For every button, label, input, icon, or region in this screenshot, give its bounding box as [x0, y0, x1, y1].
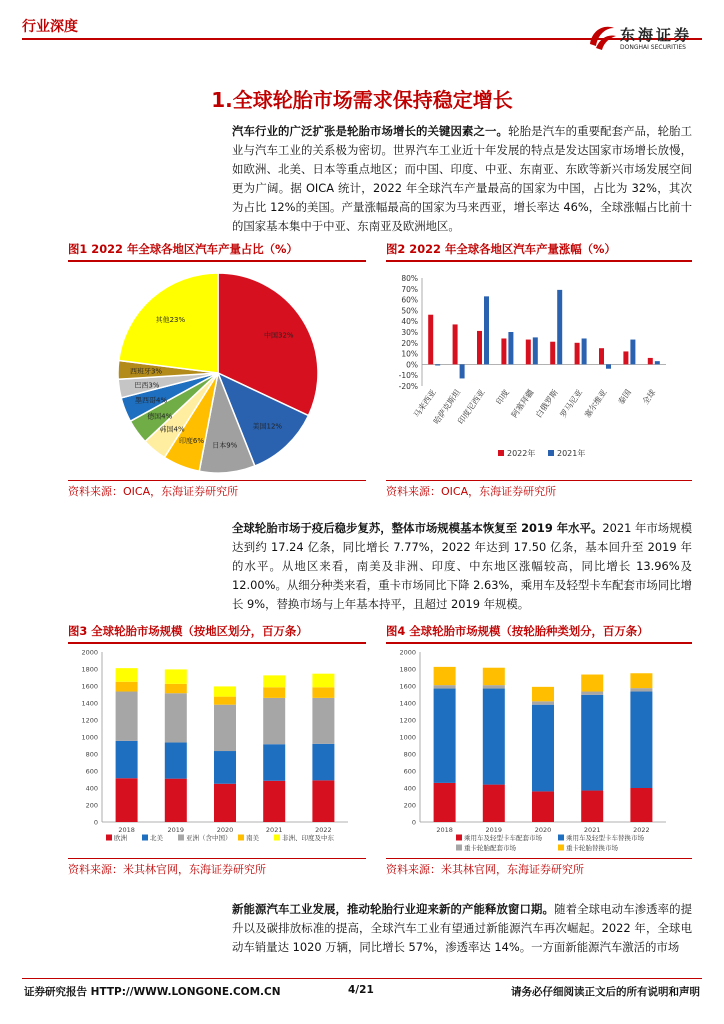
y-tick-label: 0 [411, 818, 416, 827]
x-tick-label: 全球 [640, 387, 658, 407]
y-tick-label: 400 [403, 784, 416, 793]
stacked-bar-segment [116, 778, 138, 822]
legend-label: 北美 [150, 834, 163, 842]
legend-label: 亚洲（含中国） [186, 834, 232, 842]
stacked-bar-segment [165, 684, 187, 693]
figure-4-title: 图4 全球轮胎市场规模（按轮胎种类划分，百万条） [386, 624, 649, 638]
bar [557, 290, 562, 365]
stacked-bar-segment [581, 791, 603, 822]
bar [428, 315, 433, 365]
y-tick-label: 10% [401, 349, 418, 359]
y-tick-label: 50% [401, 306, 418, 316]
y-tick-label: 1000 [81, 733, 98, 742]
y-tick-label: 1000 [399, 733, 416, 742]
paragraph-body: 随着全球电动车渗透率的提升以及碳排放标准的提高，全球汽车工业有望通过新能源汽车再次崛起。2022 年，全球电动车销量达 1020 万辆，同比增长 57%，渗透率达 14%。一方面新能源汽车激活的市场 [232, 902, 692, 954]
stacked-bar-segment [165, 743, 187, 779]
x-tick-label: 哈萨克斯坦 [431, 387, 463, 426]
bar [460, 364, 465, 378]
y-tick-label: 2000 [399, 648, 416, 657]
stacked-bar-segment [434, 685, 456, 688]
bar [477, 331, 482, 364]
x-tick-label: 2020 [534, 826, 552, 834]
figure-4-rule [386, 642, 692, 644]
y-tick-label: 600 [403, 767, 416, 776]
stacked-bar-segment [581, 695, 603, 791]
paragraph-2 [232, 519, 692, 614]
figure-3-stacked-bar-chart [68, 646, 366, 856]
legend-label: 重卡轮胎配套市场 [464, 844, 516, 852]
x-tick-label: 2018 [436, 826, 453, 834]
stacked-bar-segment [116, 692, 138, 741]
legend-label: 2021年 [557, 449, 586, 458]
figure-1-title: 图1 2022 年全球各地区汽车产量占比（%） [68, 242, 298, 256]
y-tick-label: -20% [398, 382, 418, 391]
x-tick-label: 塞尔维亚 [582, 387, 609, 420]
x-tick-label: 印度 [494, 387, 512, 407]
paragraph-lead: 汽车行业的广泛扩张是轮胎市场增长的关键因素之一。 [232, 124, 509, 138]
legend-label: 乘用车及轻型卡车替换市场 [566, 834, 644, 842]
stacked-bar-segment [263, 675, 285, 687]
pie-slice-label: 墨西哥4% [135, 396, 168, 405]
y-tick-label: 600 [85, 767, 98, 776]
legend-swatch [498, 450, 504, 456]
figure-2-rule [386, 260, 692, 262]
legend-swatch [548, 450, 554, 456]
paragraph-lead: 新能源汽车工业发展，推动轮胎行业迎来新的产能释放窗口期。 [232, 902, 555, 916]
y-tick-label: -10% [398, 371, 418, 381]
legend-label: 乘用车及轻型卡车配套市场 [464, 834, 542, 842]
figure-2-title: 图2 2022 年全球各地区汽车产量涨幅（%） [386, 242, 616, 256]
x-tick-label: 2022 [633, 826, 650, 834]
stacked-bar-segment [532, 687, 554, 701]
legend-swatch [558, 845, 564, 851]
figure-2-source: 资料来源：OICA，东海证券研究所 [386, 485, 557, 498]
figure-1-rule [68, 260, 366, 262]
stacked-bar-segment [165, 669, 187, 683]
figure-3-bottom-rule [68, 858, 366, 859]
stacked-bar-segment [532, 791, 554, 822]
pie-slice-label: 日本9% [212, 441, 238, 450]
bar [655, 361, 660, 364]
pie-slice-label: 印度6% [178, 436, 205, 445]
company-logo [586, 20, 706, 54]
logo-text-en: DONGHAI SECURITIES [620, 44, 686, 51]
legend-swatch [274, 835, 280, 841]
stacked-bar-segment [214, 686, 236, 696]
y-tick-label: 1400 [81, 699, 98, 708]
x-tick-label: 白俄罗斯 [534, 387, 560, 420]
pie-slice-label: 韩国4% [159, 425, 185, 434]
stacked-bar-segment [165, 779, 187, 822]
figure-1-bottom-rule [68, 480, 366, 481]
stacked-bar-segment [312, 687, 334, 698]
pie-slice-label: 巴西3% [134, 381, 160, 390]
y-tick-label: 1400 [399, 699, 416, 708]
figure-2-bottom-rule [386, 480, 692, 481]
x-tick-label: 2019 [485, 826, 503, 834]
pie-slice-label: 德国4% [147, 412, 173, 421]
stacked-bar-segment [312, 780, 334, 822]
stacked-bar-segment [263, 781, 285, 822]
x-tick-label: 2020 [216, 826, 234, 834]
stacked-bar-segment [214, 751, 236, 784]
stacked-bar-segment [214, 697, 236, 705]
figure-3-title: 图3 全球轮胎市场规模（按地区划分，百万条） [68, 624, 308, 638]
bar [575, 343, 580, 365]
x-tick-label: 马来西亚 [412, 387, 438, 420]
legend-label: 欧洲 [114, 834, 127, 842]
x-tick-label: 2022 [315, 826, 332, 834]
figure-4-bottom-rule [386, 858, 692, 859]
pie-slice-label: 其他23% [155, 315, 186, 324]
stacked-bar-segment [532, 701, 554, 704]
x-tick-label: 阿塞拜疆 [509, 387, 536, 420]
y-tick-label: 200 [403, 801, 416, 810]
stacked-bar-segment [483, 668, 505, 685]
bar [435, 364, 440, 365]
legend-swatch [456, 835, 462, 841]
stacked-bar-segment [434, 689, 456, 783]
stacked-bar-segment [581, 692, 603, 695]
stacked-bar-segment [116, 741, 138, 778]
y-tick-label: 70% [401, 284, 418, 294]
page-number: 4/21 [348, 984, 374, 996]
logo-text-cn: 东海证券 [620, 26, 693, 44]
bar [630, 340, 635, 365]
bar [508, 332, 513, 364]
legend-swatch [558, 835, 564, 841]
header-tag: 行业深度 [22, 19, 78, 35]
pie-slice-label: 美国12% [252, 422, 283, 431]
y-tick-label: 200 [85, 801, 98, 810]
legend-swatch [106, 835, 112, 841]
stacked-bar-segment [630, 673, 652, 688]
x-tick-label: 2019 [167, 826, 185, 834]
y-tick-label: 1200 [81, 716, 98, 725]
stacked-bar-segment [263, 744, 285, 781]
stacked-bar-segment [434, 783, 456, 822]
stacked-bar-segment [214, 705, 236, 751]
stacked-bar-segment [116, 682, 138, 692]
stacked-bar-segment [434, 667, 456, 685]
stacked-bar-segment [483, 685, 505, 688]
y-tick-label: 0% [406, 360, 418, 370]
figure-3-rule [68, 642, 366, 644]
y-tick-label: 1600 [399, 682, 416, 691]
x-tick-label: 泰国 [616, 387, 634, 407]
stacked-bar-segment [263, 698, 285, 744]
y-tick-label: 1600 [81, 682, 98, 691]
stacked-bar-segment [165, 693, 187, 742]
y-tick-label: 20% [401, 338, 418, 348]
legend-label: 非洲、印度及中东 [282, 834, 334, 842]
x-tick-label: 2021 [583, 826, 601, 834]
y-tick-label: 800 [403, 750, 416, 759]
stacked-bar-segment [630, 692, 652, 788]
y-tick-label: 30% [401, 328, 418, 337]
bar [533, 337, 538, 364]
y-tick-label: 1800 [81, 665, 98, 674]
bar [582, 338, 587, 364]
legend-label: 南美 [246, 834, 259, 842]
legend-swatch [238, 835, 244, 841]
pie-slice-label: 中国32% [264, 331, 294, 340]
stacked-bar-segment [483, 785, 505, 822]
legend-swatch [178, 835, 184, 841]
y-tick-label: 80% [401, 274, 418, 283]
x-tick-label: 印度尼西亚 [456, 387, 487, 426]
bar [526, 340, 531, 365]
x-tick-label: 2021 [265, 826, 283, 834]
bar [501, 338, 506, 364]
footer-disclaimer: 请务必仔细阅读正文后的所有说明和声明 [511, 986, 700, 998]
paragraph-body: 2021 年市场规模达到约 17.24 亿条，同比增长 7.77%，2022 年达到 17.50 亿条，基本回升至 2019 年的水平。从地区来看，南美及非洲、印度、中东地区涨幅较高，同比增长 13.96%及 12.00%。从细分种类来看，重卡市场同比下降 2.63%，乘用车及轻型卡车配套市场同比增长 9%，替换市场与上年基本持平，且超过 2019 年规模。 [232, 521, 693, 611]
stacked-bar-segment [630, 688, 652, 691]
stacked-bar-segment [581, 675, 603, 692]
legend-swatch [142, 835, 148, 841]
y-tick-label: 40% [401, 317, 418, 327]
footer-left-text: 证券研究报告 HTTP://WWW.LONGONE.COM.CN [24, 986, 281, 998]
figure-2-bar-chart [386, 264, 692, 478]
bar [599, 348, 604, 364]
x-tick-label: 罗马尼亚 [558, 387, 585, 420]
pie-slice-label: 西班牙3% [129, 367, 163, 376]
figure-4-source: 资料来源：米其林官网，东海证券研究所 [386, 863, 584, 876]
bar [550, 342, 555, 365]
stacked-bar-segment [312, 744, 334, 781]
y-tick-label: 800 [85, 750, 98, 759]
y-tick-label: 60% [401, 295, 418, 305]
legend-label: 重卡轮胎替换市场 [566, 844, 618, 852]
y-tick-label: 2000 [81, 648, 98, 657]
footer-rule [22, 978, 702, 979]
y-tick-label: 0 [93, 818, 98, 827]
legend-label: 2022年 [507, 449, 536, 458]
y-tick-label: 1800 [399, 665, 416, 674]
bar [623, 351, 628, 364]
y-tick-label: 400 [85, 784, 98, 793]
bar [648, 358, 653, 364]
stacked-bar-segment [630, 788, 652, 822]
stacked-bar-segment [214, 784, 236, 822]
stacked-bar-segment [263, 687, 285, 698]
bar [484, 296, 489, 364]
paragraph-body: 轮胎是汽车的重要配套产品，轮胎工业与汽车工业的关系极为密切。世界汽车工业近十年发展的特点是发达国家市场增长放慢，如欧洲、北美、日本等重点地区；而中国、印度、中亚、东南亚、东欧等新兴市场发展空间更为广阔。据 OICA 统计，2022 年全球汽车产量最高的国家为中国，占比为 32%，其次为占比 12%的美国。产量涨幅最高的国家为马来西亚，增长率达 46%，全球涨幅占比前十的国家基本集中于中亚、东南亚及欧洲地区。 [232, 124, 692, 233]
logo-mark-icon [586, 20, 618, 52]
figure-3-source: 资料来源：米其林官网，东海证券研究所 [68, 863, 266, 876]
bar [453, 324, 458, 364]
section-title: 1.全球轮胎市场需求保持稳定增长 [211, 88, 513, 112]
stacked-bar-segment [483, 689, 505, 785]
stacked-bar-segment [312, 674, 334, 688]
stacked-bar-segment [312, 698, 334, 744]
paragraph-1 [232, 122, 692, 236]
stacked-bar-segment [116, 668, 138, 682]
figure-1-source: 资料来源：OICA，东海证券研究所 [68, 485, 239, 498]
x-tick-label: 2018 [118, 826, 135, 834]
figure-4-stacked-bar-chart [386, 646, 692, 856]
y-tick-label: 1200 [399, 716, 416, 725]
legend-swatch [456, 845, 462, 851]
stacked-bar-segment [532, 705, 554, 792]
bar [606, 364, 611, 368]
figure-1-pie-chart [68, 264, 366, 478]
paragraph-lead: 全球轮胎市场于疫后稳步复苏，整体市场规模基本恢复至 2019 年水平。 [232, 521, 603, 535]
paragraph-3 [232, 900, 692, 957]
